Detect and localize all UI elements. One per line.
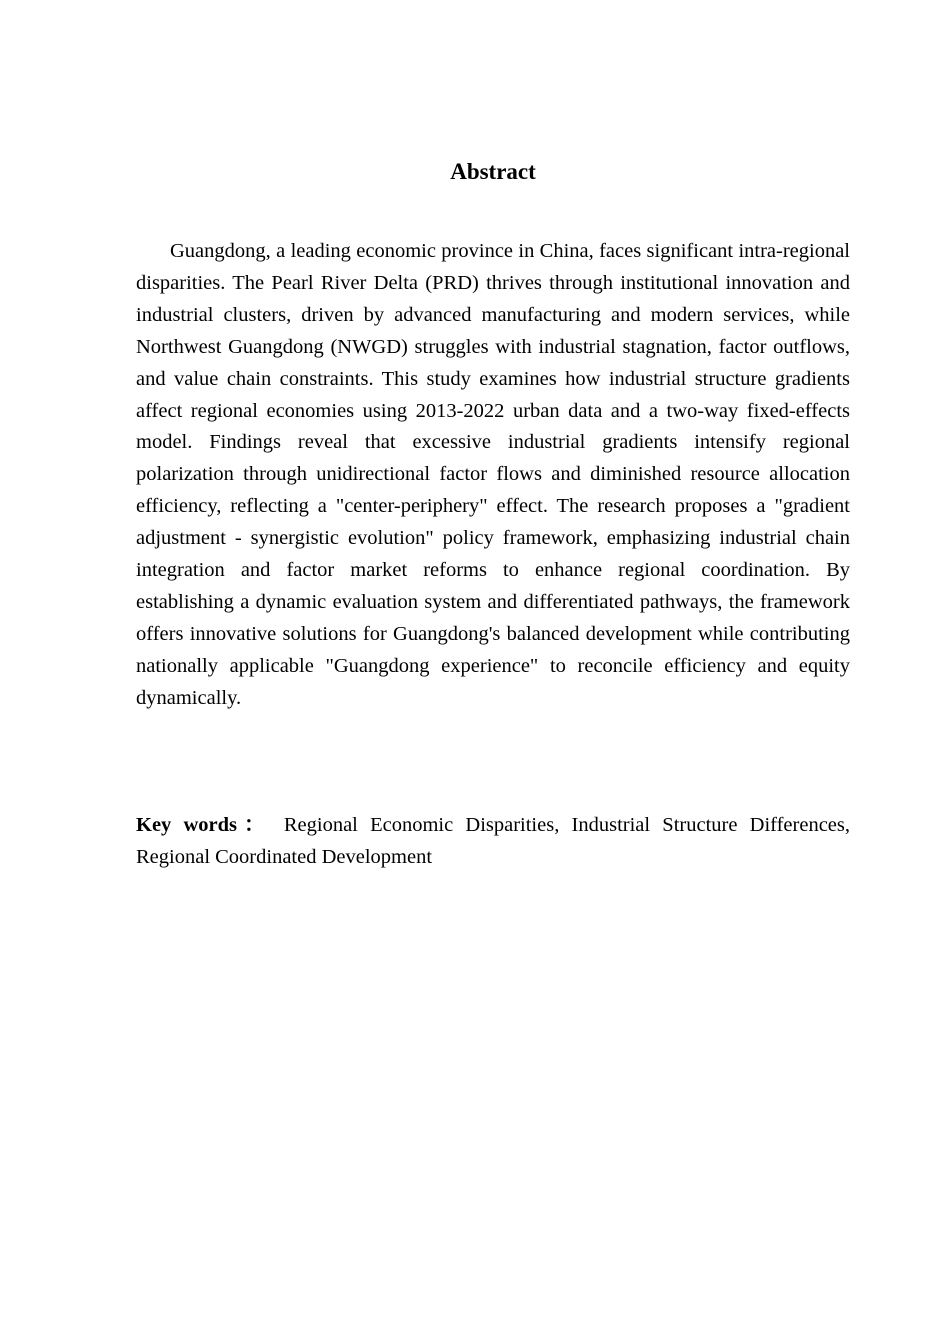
keywords-paragraph	[136, 810, 850, 874]
keywords-label: Key words：	[136, 814, 272, 836]
abstract-body: Guangdong, a leading economic province in China, faces significant intra-regional disparities. The Pearl River Delta (PRD) thrives through institutional innovation and industrial clusters, driven by advanced manufacturing and modern services, while Northwest Guangdong (NWGD) struggles with industrial stagnation, factor outflows, and value chain constraints. This study examines how industrial structure gradients affect regional economies using 2013-2022 urban data and a two-way fixed-effects model. Findings reveal that excessive industrial gradients intensify regional polarization through unidirectional factor flows and diminished resource allocation efficiency, reflecting a "center-periphery" effect. The research proposes a "gradient adjustment - synergistic evolution" policy framework, emphasizing industrial chain integration and factor market reforms to enhance regional coordination. By establishing a dynamic evaluation system and differentiated pathways, the framework offers innovative solutions for Guangdong's balanced development while contributing nationally applicable "Guangdong experience" to reconcile efficiency and equity dynamically.	[136, 240, 850, 709]
abstract-title: Abstract	[450, 159, 536, 184]
keywords-list: Regional Economic Disparities, Industrial Structure Differences, Regional Coordinated Development	[136, 814, 850, 868]
